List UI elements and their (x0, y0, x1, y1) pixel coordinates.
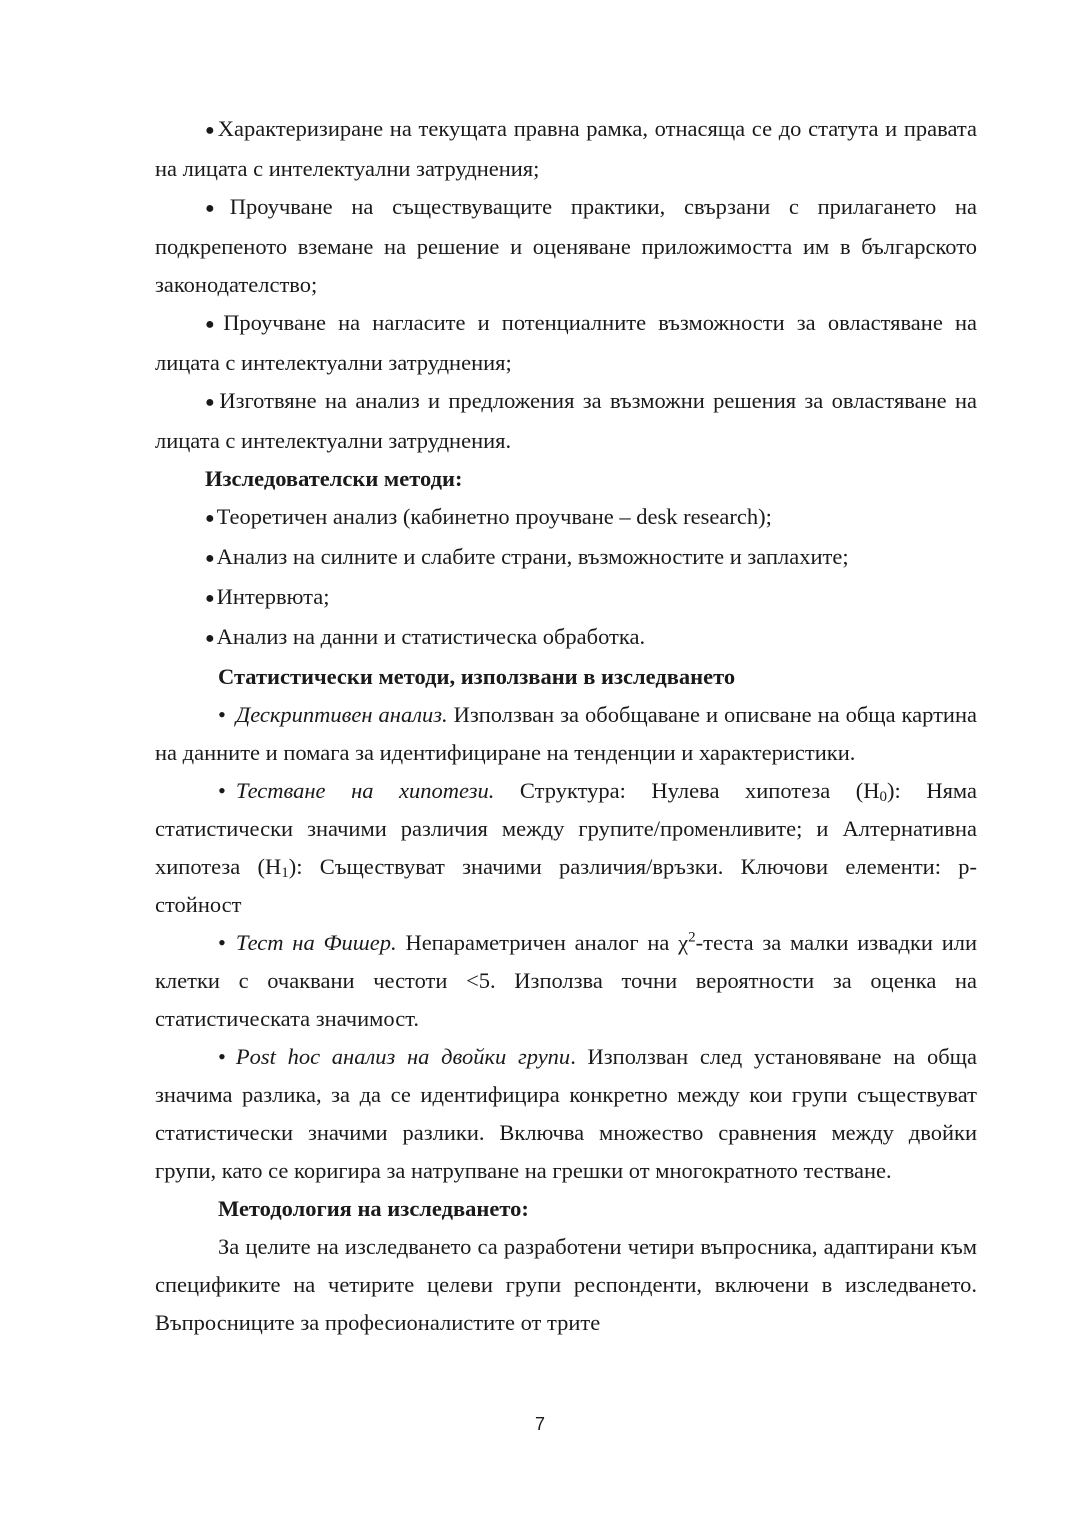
methodology-paragraph: За целите на изследването са разработени четири въпросника, адаптирани към спецификите на четирите целеви групи респонденти, включени в изследването. Въпросниците за професионалистите от трите (155, 1234, 977, 1335)
objective-item: ●Проучване на съществуващите практики, свързани с прилагането на подкрепеното вземане на решение и оценяване приложимостта им в българското законодателство; (155, 194, 977, 297)
bullet-icon: ● (205, 510, 215, 527)
research-method-item: ●Анализ на силните и слабите страни, възможностите и заплахите; (205, 544, 849, 569)
bullet-icon: ● (205, 550, 215, 567)
page-number: 7 (534, 1414, 545, 1434)
descriptive-analysis-paragraph: • Дескриптивен анализ. Използван за обобщаване и описване на обща картина на данните и помага за идентифициране на тенденции и характеристики. (155, 702, 977, 765)
research-method-item: ●Теоретичен анализ (кабинетно проучване – desk research); (205, 504, 772, 529)
research-method-item: ●Анализ на данни и статистическа обработка. (205, 624, 646, 649)
posthoc-analysis-paragraph: • Post hoc анализ на двойки групи. Използван след установяване на обща значима разлика, за да се идентифицира конкретно между кои групи съществуват статистически значими разлики. Включва множество сравнения между двойки групи, като се коригира за натрупване на грешки от многократното тестване. (155, 1044, 977, 1183)
bullet-icon: ● (205, 200, 228, 217)
methodology-heading: Методология на изследването: (218, 1196, 529, 1221)
objective-item: ●Характеризиране на текущата правна рамка, отнасяща се до статута и правата на лицата с интелектуални затруднения; (155, 116, 977, 181)
bullet-icon: • (218, 778, 226, 803)
statistical-methods-heading: Статистически методи, използвани в изследването (218, 664, 736, 689)
bullet-icon: ● (205, 394, 218, 411)
bullet-icon: ● (205, 590, 215, 607)
research-methods-heading: Изследователски методи: (205, 466, 463, 491)
bullet-icon: • (218, 702, 226, 727)
objective-item: ●Изготвяне на анализ и предложения за възможни решения за овластяване на лицата с интелектуални затруднения. (155, 388, 977, 453)
objective-item: ●Проучване на нагласите и потенциалните възможности за овластяване на лицата с интелектуални затруднения; (155, 310, 977, 375)
bullet-icon: ● (205, 122, 216, 139)
bullet-icon: • (218, 1044, 226, 1069)
research-method-item: ●Интервюта; (205, 584, 330, 609)
bullet-icon: ● (205, 630, 215, 647)
bullet-icon: ● (205, 316, 222, 333)
bullet-icon: • (218, 930, 226, 955)
fisher-test-paragraph: • Тест на Фишер. Непараметричен аналог на $\chi^2$-теста за малки извадки или клетки с очаквани честоти <5. Използва точни вероятности за оценка на статистическата значимост. (155, 929, 978, 1031)
hypothesis-testing-paragraph: • Тестване на хипотези. Структура: Нулева хипотеза $(H_0)$: Няма статистически значими различия между групите/променливите; и Алтернативна хипотеза $(H_1)$: Съществуват значими различия/връзки. Ключови елементи: p-стойност (155, 778, 977, 917)
page-text (155, 110, 977, 1342)
